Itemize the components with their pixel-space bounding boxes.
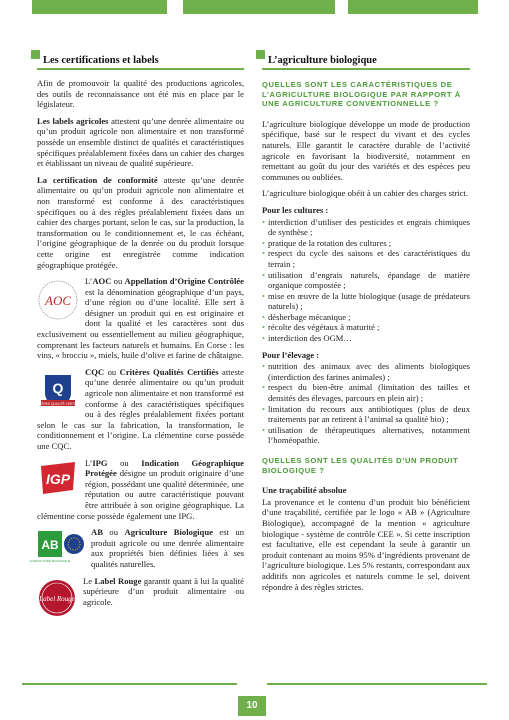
ab-logo-icon	[29, 529, 85, 568]
cultures-list	[262, 217, 470, 344]
svg-text:CRITÈRES QUALITÉ CERTIFIÉS: CRITÈRES QUALITÉ CERTIFIÉS	[33, 401, 83, 406]
list-item: • limitation du recours aux antibiotiques (plus de deux traitements par an retirent à l’animal sa qualité bio) ;	[262, 403, 470, 425]
cultures-heading: Pour les cultures :	[262, 204, 329, 215]
list-item: • pratique de la rotation des cultures ;	[262, 237, 392, 248]
bio-paragraph-1: L’agriculture biologique développe un mode de production spécifique, basé sur le respect du vivant et des cycles naturels. Elle garantit le caractère durable de l’activité agricole en favorisant la biodiversité, notamment en remettant au goût du jour des variétés et des espèces peu communes ou oubliées.	[262, 118, 470, 182]
ab-paragraph: AB AGRICULTURE BIOLOGIQUE AB ou Agriculture Biologique est un produit agricole ou une denrée alimentaire aux propriétés bien définies liées à ses qualités naturelles.	[29, 527, 245, 569]
header-square-icon	[31, 50, 40, 59]
header-square-icon	[256, 50, 265, 59]
left-column	[29, 54, 245, 622]
left-section-header	[37, 54, 244, 70]
traceability-heading: Une traçabilité absolue	[262, 485, 347, 496]
list-item: • utilisation d’engrais naturels, épandage de matière organique compostée ;	[262, 269, 470, 291]
question-1-heading: QUELLES SONT LES CARACTÉRISTIQUES DE L’AGRICULTURE BIOLOGIQUE PAR RAPPORT À UNE AGRICULTURE CONVENTIONNELLE ?	[262, 80, 461, 109]
cqc-logo-icon	[33, 369, 83, 414]
svg-text:AGRICULTURE BIOLOGIQUE: AGRICULTURE BIOLOGIQUE	[29, 559, 71, 564]
right-section-header	[262, 54, 470, 70]
bottom-rule-left	[22, 683, 237, 685]
page-number: 10	[238, 696, 266, 716]
list-item: • respect du bien-être animal (limitation des tailles et densités des élevages, parcours en plein air) ;	[262, 382, 470, 404]
label-rouge-paragraph: Label Rouge Le Label Rouge garantit quant à lui la qualité supérieure d’un produit alimentaire ou agricole.	[37, 576, 244, 608]
aoc-paragraph: AOC L’AOC ou Appellation d’Origine Contrôlée est la dénomination géographique d’un pays, d’une région ou d’une localité. Elle sert à désigner un produit qui en est originaire et dont la qualité et les caractères sont dus exclusivement ou essentiellement au milieu géographique, comprenant les facteurs naturels et humains. En Corse : les vins, « brocciu », miels, huile d’olive et farine de châtaigne.	[37, 276, 244, 361]
svg-text:Label Rouge: Label Rouge	[39, 594, 75, 603]
right-column	[262, 54, 470, 598]
conformity-paragraph: La certification de conformité atteste qu’une denrée alimentaire ou qu’un produit agricole non alimentaire et non transformé est conforme à des caractéristiques spécifiques ou à des règles préalablement fixées dans un cahier des charges portant, selon le cas, sur la production, la transformation ou le conditionnement et, le cas échéant, l’origine géographique de la denrée ou du produit lorsque cette origine est enregistrée comme indication géographique protégée.	[37, 174, 244, 270]
top-tab-1	[32, 0, 167, 14]
intro-paragraph: Afin de promouvoir la qualité des productions agricoles, des outils de reconnaissance ont été mis en place par le législateur.	[37, 78, 244, 110]
svg-text:IGP: IGP	[45, 470, 71, 487]
list-item: • mise en œuvre de la lutte biologique (usage de prédateurs naturels) ;	[262, 290, 470, 312]
igp-paragraph: IGP L’IPG ou Indication Géographique Protégée désigne un produit originaire d’une région, possédant une qualité déterminée, une réputation ou autre caractéristique pouvant être attribuée à son origine géographique. La clémentine corse possède également une IPG.	[37, 457, 244, 521]
left-section-title: Les certifications et labels	[43, 55, 159, 66]
top-tab-3	[348, 0, 478, 14]
list-item: • récolte des végétaux à maturité ;	[262, 322, 380, 333]
list-item: • respect du cycle des saisons et des caractéristiques du terrain ;	[262, 248, 470, 269]
elevage-heading: Pour l’élevage :	[262, 349, 320, 360]
list-item: • interdiction des OGM…	[262, 333, 353, 344]
bottom-rule-right	[267, 683, 487, 685]
svg-text:AOC: AOC	[45, 293, 71, 309]
list-item: • interdiction d’utiliser des pesticides et engrais chimiques de synthèse ;	[262, 216, 470, 238]
list-item: • nutrition des animaux avec des aliments biologiques (interdiction des farines animales) ;	[262, 361, 470, 382]
question-2-heading: QUELLES SONT LES QUALITÉS D’UN PRODUIT BIOLOGIQUE ?	[262, 456, 459, 475]
top-tab-2	[183, 0, 335, 14]
list-item: • utilisation de thérapeutiques alternatives, notamment l’homéopathie.	[262, 424, 470, 446]
svg-text:AB: AB	[41, 538, 59, 553]
svg-text:Q: Q	[52, 379, 64, 396]
list-item: • désherbage mécanique ;	[262, 311, 351, 322]
bio-paragraph-2: L’agriculture biologique obéit à un cahier des charges strict.	[262, 188, 468, 199]
labels-paragraph: Les labels agricoles attestent qu’une denrée alimentaire ou qu’un produit agricole non alimentaire et non transformé possède un ensemble distinct de qualités et caractéristiques spécifiques préalablement fixées dans un cahier des charges et établissant un niveau de qualité supérieure.	[37, 115, 244, 169]
cqc-paragraph: Q CRITÈRES QUALITÉ CERTIFIÉS CQC ou Critères Qualités Certifiés atteste qu’une denrée alimentaire ou qu’un produit agricole non alimentaire et non transformé est conforme à des caractéristiques spécifiques ou à des règles préalablement fixées portant selon le cas sur la fabrication, la transformation, le conditionnement et l’origine. La clémentine corse possède une CQC.	[33, 366, 244, 451]
right-section-title: L’agriculture biologique	[268, 55, 377, 66]
aoc-logo-icon	[37, 278, 79, 325]
traceability-paragraph: La provenance et le contenu d’un produit bio bénéficient d’une traçabilité, certifiée par le logo « AB » (Agriculture Biologique), accompagné de la mention « agriculture biologique - système de contrôle CEE ». Si cette inscription est facultative, elle est cependant la seule à garantir un produit contenant au moins 95% d’ingrédients provenant de l’agriculture biologique. Les 5% restants, correspondant aux additifs non agricoles et naturels comme le sel, doivent répondre à des règles strictes.	[262, 496, 470, 592]
igp-logo-icon	[37, 460, 79, 499]
label-rouge-logo-icon	[37, 578, 77, 621]
elevage-list	[262, 361, 470, 446]
